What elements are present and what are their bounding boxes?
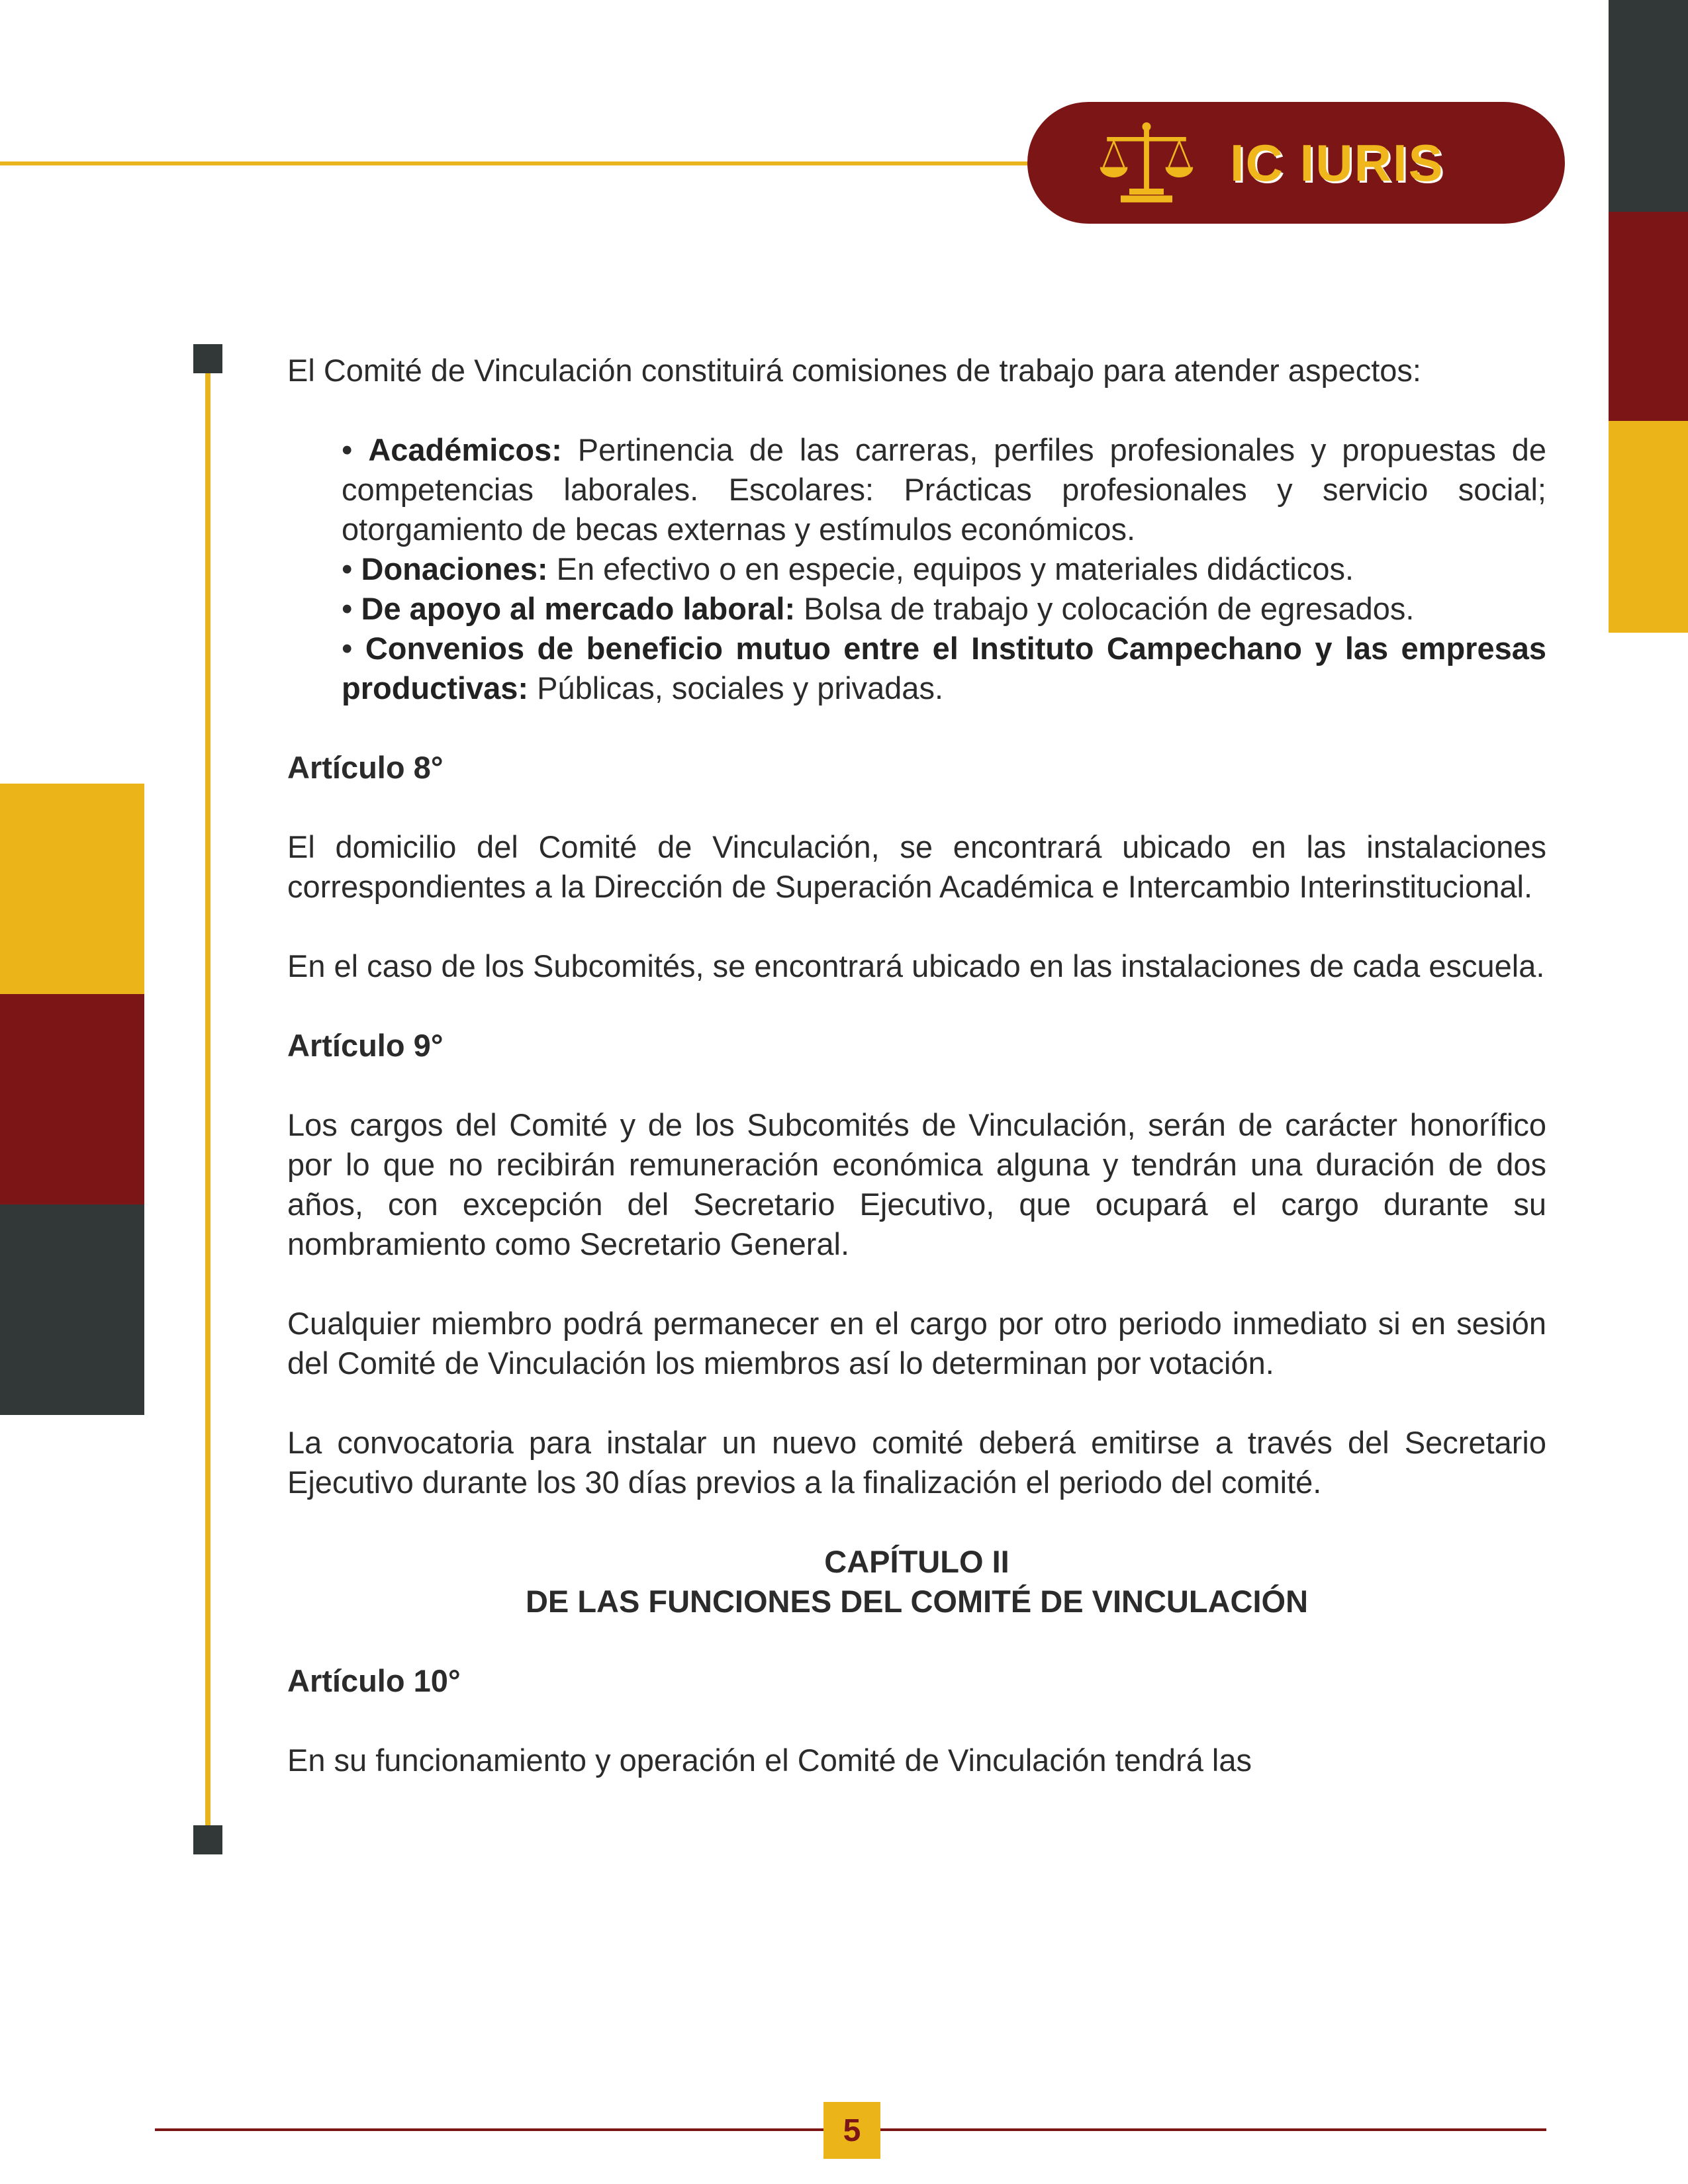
article-9-paragraph-1: Los cargos del Comité y de los Subcomités de Vinculación, serán de carácter honorífico por lo que no recibirán remuneración económica alguna y tendrán una duración de dos años, con excepción del Secretario Ejecutivo, que ocupará el cargo durante su nombramiento como Secretario General.	[287, 1107, 1546, 1261]
left-bar-maroon	[0, 994, 144, 1205]
chapter-title: DE LAS FUNCIONES DEL COMITÉ DE VINCULACIÓN	[525, 1584, 1309, 1619]
list-item: • De apoyo al mercado laboral: Bolsa de trabajo y colocación de egresados.	[342, 591, 1415, 626]
commissions-list	[342, 430, 1546, 708]
right-bar-maroon	[1609, 212, 1688, 421]
article-10-paragraph-1: En su funcionamiento y operación el Comité de Vinculación tendrá las	[287, 1743, 1252, 1778]
article-8-paragraph-2: En el caso de los Subcomités, se encontrará ubicado en las instalaciones de cada escuela.	[287, 948, 1545, 983]
margin-rule-cap-top	[193, 344, 222, 373]
bullet-text: Públicas, sociales y privadas.	[528, 670, 943, 705]
list-item: • Convenios de beneficio mutuo entre el Instituto Campechano y las empresas productivas: Públicas, sociales y privadas.	[342, 631, 1547, 705]
bullet-term: Académicos:	[368, 432, 562, 467]
brand-badge	[1027, 102, 1565, 224]
page-number: 5	[823, 2102, 880, 2159]
right-bar-gold	[1609, 421, 1688, 633]
bullet-text: Bolsa de trabajo y colocación de egresados.	[795, 591, 1415, 626]
bullet-text: Pertinencia de las carreras, perfiles profesionales y propuestas de competencias laborales. Escolares: Prácticas profesionales y servicio social; otorgamiento de becas externas y estímulos económicos.	[342, 432, 1546, 547]
bullet-term: De apoyo al mercado laboral:	[361, 591, 796, 626]
list-item: • Donaciones: En efectivo o en especie, equipos y materiales didácticos.	[342, 551, 1354, 586]
intro-paragraph: El Comité de Vinculación constituirá comisiones de trabajo para atender aspectos:	[287, 353, 1421, 388]
list-item: • Académicos: Pertinencia de las carreras, perfiles profesionales y propuestas de competencias laborales. Escolares: Prácticas profesionales y servicio social; otorgamiento de becas externas y estímulos económicos.	[342, 432, 1546, 547]
article-9-paragraph-3: La convocatoria para instalar un nuevo comité deberá emitirse a través del Secretario Ejecutivo durante los 30 días previos a la finalización el periodo del comité.	[287, 1425, 1546, 1500]
footer-rule-left	[155, 2128, 823, 2131]
bullet-term: Donaciones:	[361, 551, 548, 586]
header-rule	[0, 161, 1046, 165]
left-bar-gold	[0, 784, 144, 994]
footer-rule-right	[880, 2128, 1546, 2131]
article-8-paragraph-1: El domicilio del Comité de Vinculación, se encontrará ubicado en las instalaciones correspondientes a la Dirección de Superación Académica e Intercambio Interinstitucional.	[287, 829, 1546, 904]
article-9-paragraph-2: Cualquier miembro podrá permanecer en el cargo por otro periodo inmediato si en sesión del Comité de Vinculación los miembros así lo determinan por votación.	[287, 1306, 1546, 1381]
article-9-title: Artículo 9°	[287, 1028, 444, 1063]
chapter-heading	[287, 1542, 1546, 1621]
margin-rule-cap-bottom	[193, 1825, 222, 1854]
margin-rule	[205, 357, 211, 1833]
scales-of-justice-icon	[1095, 120, 1198, 206]
chapter-number: CAPÍTULO II	[824, 1544, 1009, 1579]
bullet-term: Convenios de beneficio mutuo entre el Instituto Campechano y las empresas productivas:	[342, 631, 1547, 705]
article-8-title: Artículo 8°	[287, 750, 444, 785]
brand-name: IC IURIS	[1230, 133, 1444, 192]
document-body	[287, 351, 1546, 1820]
left-bar-charcoal	[0, 1205, 144, 1415]
right-bar-charcoal	[1609, 0, 1688, 212]
bullet-text: En efectivo o en especie, equipos y materiales didácticos.	[547, 551, 1354, 586]
article-10-title: Artículo 10°	[287, 1663, 461, 1698]
